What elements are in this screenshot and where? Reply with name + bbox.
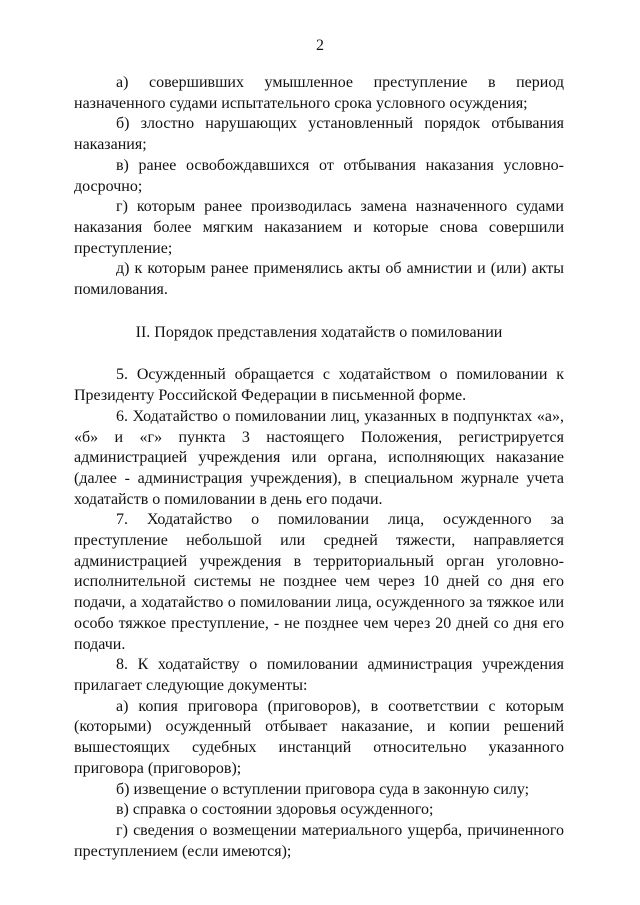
document-body	[74, 73, 564, 862]
paragraph-8-item-b: б) извещение о вступлении приговора суда в законную силу;	[116, 780, 530, 798]
page-number: 2	[316, 37, 324, 54]
section-heading: II. Порядок представления ходатайств о помиловании	[135, 323, 503, 341]
paragraph-8-item-a: а) копия приговора (приговоров), в соответствии с которым (которыми) осужденный отбывает наказание, и копии решений вышестоящих судебных инстанций относительно указанного приговора (приговоров);	[74, 697, 564, 777]
paragraph-8-item-v: в) справка о состоянии здоровья осужденного;	[116, 801, 434, 819]
list-item-b: б) злостно нарушающих установленный порядок отбывания наказания;	[74, 115, 564, 154]
paragraph-8: 8. К ходатайству о помиловании администрация учреждения прилагает следующие документы:	[74, 656, 564, 694]
list-item-v: в) ранее освобождавшихся от отбывания наказания условно-досрочно;	[74, 156, 564, 195]
paragraph-7: 7. Ходатайство о помиловании лица, осужденного за преступление небольшой или средней тяжести, направляется администрацией учреждения в территориальный орган уголовно-исполнительной системы не позднее чем через 10 дней со дня его подачи, а ходатайство о помиловании лица, осужденного за тяжкое или особо тяжкое преступление, - не позднее чем через 20 дней со дня его подачи.	[74, 511, 564, 653]
paragraph-8-item-g: г) сведения о возмещении материального ущерба, причиненного преступлением (если имеются);	[74, 821, 564, 860]
paragraph-6: 6. Ходатайство о помиловании лиц, указанных в подпунктах «а», «б» и «г» пункта 3 настоящего Положения, регистрируется администрацией учреждения или органа, исполняющих наказание (далее - администрация учреждения), в специальном журнале учета ходатайств о помиловании в день его подачи.	[74, 407, 564, 508]
list-item-d: д) к которым ранее применялись акты об амнистии и (или) акты помилования.	[74, 260, 564, 299]
paragraph-5: 5. Осужденный обращается с ходатайством о помиловании к Президенту Российской Федерации в письменной форме.	[74, 366, 564, 405]
list-item-a: а) совершивших умышленное преступление в период назначенного судами испытательного срока условного осуждения;	[74, 74, 564, 112]
list-item-g: г) которым ранее производилась замена назначенного судами наказания более мягким наказанием и которые снова совершили преступление;	[74, 198, 564, 257]
